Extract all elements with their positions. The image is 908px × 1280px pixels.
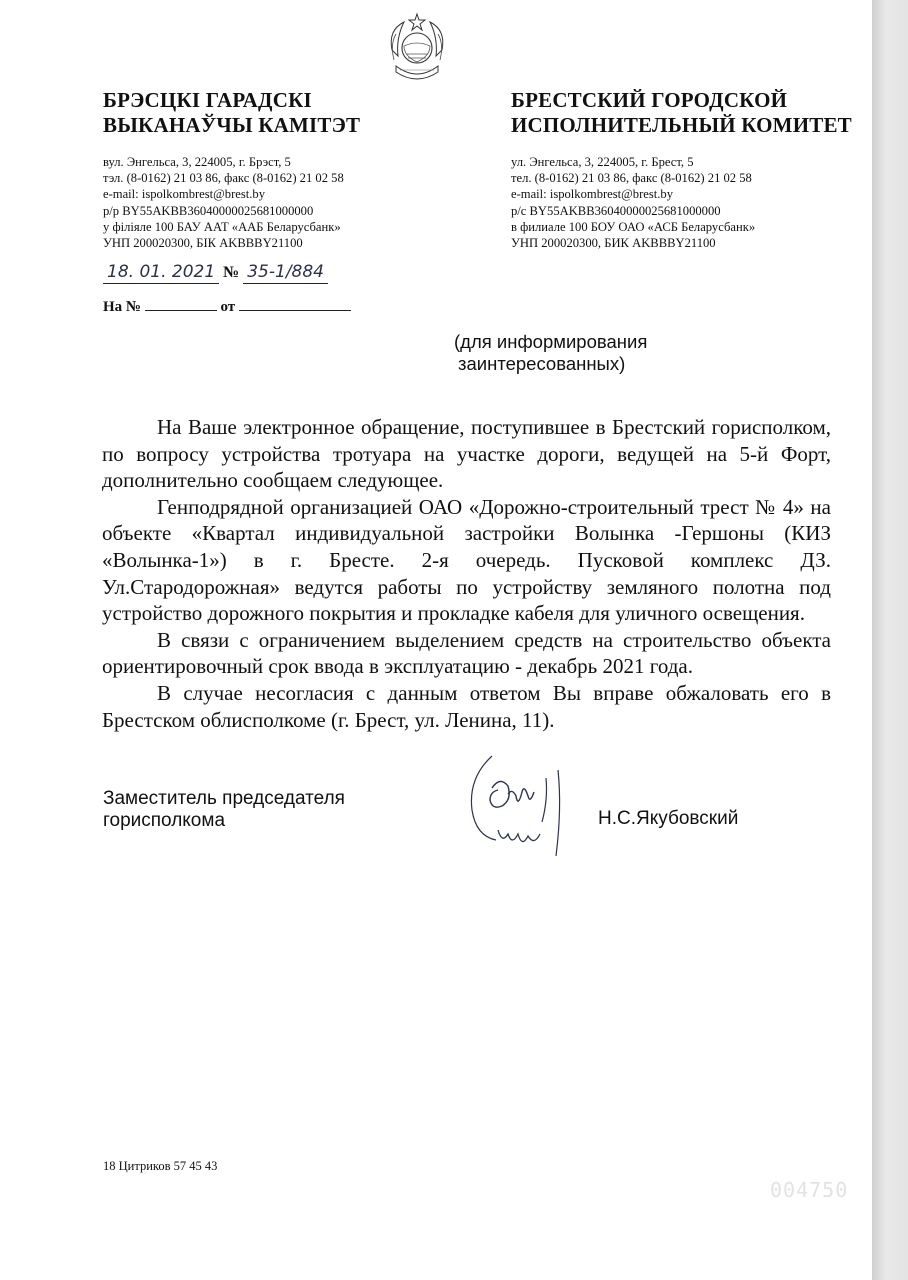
number-label: № (223, 264, 240, 281)
contact-line: тел. (8-0162) 21 03 86, факс (8-0162) 21 02 58 (511, 171, 752, 186)
addressee (454, 331, 647, 375)
org-name-ru-line2: ИСПОЛНИТЕЛЬНЫЙ КОМИТЕТ (511, 113, 852, 137)
emblem-icon (382, 10, 452, 86)
contacts-be (103, 154, 423, 251)
contact-line: тэл. (8-0162) 21 03 86, факс (8-0162) 21 02 58 (103, 171, 344, 186)
addressee-line2: заинтересованных) (458, 353, 626, 374)
scan-edge (872, 0, 908, 1280)
contact-line: ул. Энгельса, 3, 224005, г. Брест, 5 (511, 155, 694, 169)
header-right (511, 88, 871, 251)
org-name-ru (511, 88, 871, 138)
executor-note: 18 Цитриков 57 45 43 (103, 1159, 218, 1173)
org-name-be-line2: ВЫКАНАЎЧЫ КАМІТЭТ (103, 113, 361, 137)
org-name-be-line1: БРЭСЦКІ ГАРАДСКІ (103, 88, 312, 112)
na-label: На № (103, 299, 141, 315)
body-paragraph: В связи с ограничением выделением средств на строительство объекта ориентировочный срок ввода в эксплуатацию - декабрь 2021 года. (102, 627, 831, 679)
addressee-line1: (для информирования (454, 331, 648, 352)
contact-line: р/р BY55AKBB36040000025681000000 (103, 203, 314, 218)
registration-date: 18. 01. 2021 (103, 262, 219, 284)
contacts-ru (511, 154, 871, 251)
signatory-title-line1: Заместитель председателя (103, 788, 345, 809)
body-paragraph: В случае несогласия с данным ответом Вы вправе обжаловать его в Брестском облисполкоме (г. Брест, ул. Ленина, 11). (102, 680, 831, 732)
signatory-name: Н.С.Якубовский (598, 808, 739, 829)
ot-label: от (220, 299, 236, 315)
reference-date-blank (239, 298, 351, 311)
handwritten-signature (462, 748, 582, 866)
registration-number: 35-1/884 (243, 262, 328, 284)
reference-line (103, 298, 351, 316)
body-paragraph: Генподрядной организацией ОАО «Дорожно-строительный трест № 4» на объекте «Квартал индивидуальной застройки Волынка -Гершоны (КИЗ «Волынка-1») в г. Бресте. 2-я очередь. Пусковой комплекс ДЗ. Ул.Стародорожная» ведутся работы по устройству земляного полотна под устройство дорожного покрытия и прокладке кабеля для уличного освещения. (102, 494, 831, 626)
contact-line: УНП 200020300, БІК AKBBBY21100 (103, 236, 303, 251)
stamp-number: 004750 (770, 1178, 849, 1202)
contact-line: у філіяле 100 БАУ ААТ «ААБ Беларусбанк» (103, 219, 341, 234)
signatory-title (103, 788, 345, 832)
contact-line: e-mail: ispolkombrest@brest.by (511, 187, 673, 202)
contact-line: р/с BY55AKBB36040000025681000000 (511, 203, 721, 218)
contact-line: в филиале 100 БОУ ОАО «АСБ Беларусбанк» (511, 219, 756, 234)
body-paragraph: На Ваше электронное обращение, поступившее в Брестский горисполком, по вопросу устройства тротуара на участке дороги, ведущей на 5-й Форт, дополнительно сообщаем следующее. (102, 415, 831, 493)
header-left (103, 88, 423, 251)
org-name-ru-line1: БРЕСТСКИЙ ГОРОДСКОЙ (511, 88, 788, 112)
registration-line (103, 262, 328, 284)
letter-body (102, 414, 831, 733)
org-name-be (103, 88, 423, 138)
reference-number-blank (145, 298, 217, 311)
contact-line: e-mail: ispolkombrest@brest.by (103, 187, 265, 202)
contact-line: вул. Энгельса, 3, 224005, г. Брэст, 5 (103, 155, 291, 169)
signatory-title-line2: горисполкома (103, 810, 226, 831)
contact-line: УНП 200020300, БИК AKBBBY21100 (511, 236, 716, 251)
